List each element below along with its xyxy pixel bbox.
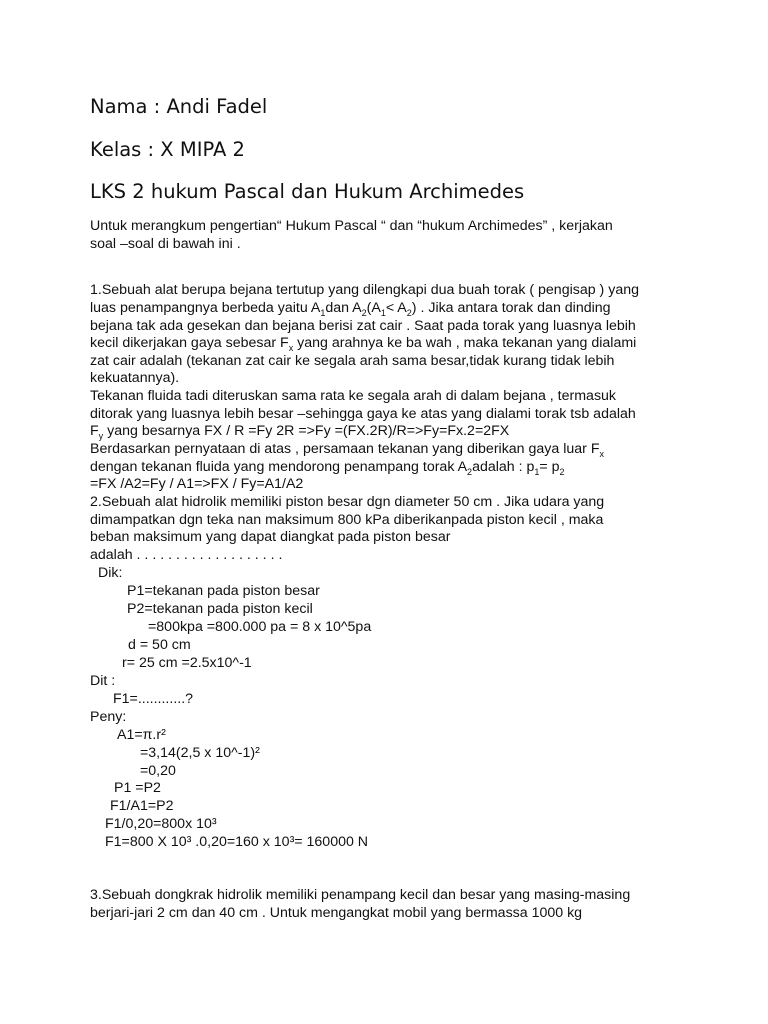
paragraph-line: 1.Sebuah alat berupa bejana tertutup yang dilengkapi dua buah torak ( pengisap ) yang — [90, 282, 639, 298]
paragraph-line: F1/A1=P2 — [110, 798, 174, 814]
paragraph-line: Berdasarkan pernyataan di atas , persamaan tekanan yang diberikan gaya luar $F_x$ — [90, 441, 604, 459]
paragraph-line: luas penampangnya berbeda yaitu $A_1dan$ $A_2(A_1< A_2)$ . Jika antara torak dan dinding — [90, 300, 611, 318]
paragraph-line: kecil dikerjakan gaya sebesar $F_x$ yang arahnya ke ba wah , maka tekanan yang dialami — [90, 335, 637, 353]
paragraph-line: $F_y$ yang besarnya FX / R =Fy 2R =>Fy =(FX.2R)/R=>Fy=Fx.2=2FX — [90, 423, 510, 441]
paragraph-line: P1=tekanan pada piston besar — [127, 583, 320, 599]
paragraph-line: adalah . . . . . . . . . . . . . . . . . . . — [90, 547, 283, 563]
paragraph-line: beban maksimum yang dapat diangkat pada piston besar — [90, 529, 451, 545]
paragraph-line: Dik: — [98, 565, 123, 581]
paragraph-line: 2.Sebuah alat hidrolik memiliki piston besar dgn diameter 50 cm . Jika udara yang — [90, 494, 605, 510]
paragraph-line: 3.Sebuah dongkrak hidrolik memiliki penampang kecil dan besar yang masing-masing — [90, 887, 631, 903]
paragraph-line: dengan tekanan fluida yang mendorong penampang torak $A_2adalah$ : $p_1= p_2$ — [90, 459, 565, 477]
paragraph-line: A1=π.r² — [117, 727, 166, 743]
paragraph-line: zat cair adalah (tekanan zat cair ke segala arah sama besar,tidak kurang tidak lebih — [90, 353, 615, 369]
paragraph-line: =FX /A2=Fy / A1=>FX / Fy=A1/A2 — [90, 476, 304, 492]
paragraph-line: P2=tekanan pada piston kecil — [127, 601, 313, 617]
paragraph-line: dimampatkan dgn teka nan maksimum 800 kPa diberikanpada piston kecil , maka — [90, 512, 604, 528]
paragraph-line: F1=............? — [113, 691, 194, 707]
paragraph-line: kekuatannya). — [90, 370, 180, 386]
paragraph-line: Tekanan fluida tadi diteruskan sama rata ke segala arah di dalam bejana , termasuk — [90, 388, 617, 404]
paragraph-line: Peny: — [90, 709, 127, 725]
student-class: Kelas : X MIPA 2 — [90, 138, 245, 161]
intro-line-2: soal –soal di bawah ini . — [90, 236, 241, 252]
paragraph-line: =0,20 — [140, 763, 176, 779]
paragraph-line: r= 25 cm =2.5x10^-1 — [122, 655, 252, 671]
paragraph-line: F1/0,20=800x 10³ — [105, 816, 217, 832]
paragraph-line: =3,14(2,5 x 10^-1)² — [140, 745, 260, 761]
paragraph-line: bejana tak ada gesekan dan bejana berisi zat cair . Saat pada torak yang luasnya lebih — [90, 318, 636, 334]
student-name: Nama : Andi Fadel — [90, 95, 268, 118]
paragraph-line: berjari-jari 2 cm dan 40 cm . Untuk mengangkat mobil yang bermassa 1000 kg — [90, 905, 583, 921]
paragraph-line: =800kpa =800.000 pa = 8 x 10^5pa — [148, 619, 372, 635]
paragraph-line: Dit : — [90, 673, 116, 689]
paragraph-line: ditorak yang luasnya lebih besar –sehingga gaya ke atas yang dialami torak tsb adalah — [90, 406, 636, 422]
paragraph-line: F1=800 X 10³ .0,20=160 x 10³= 160000 N — [105, 834, 369, 850]
intro-line-1: Untuk merangkum pengertian“ Hukum Pascal “ dan “hukum Archimedes” , kerjakan — [90, 218, 613, 234]
paragraph-line: d = 50 cm — [128, 637, 191, 653]
paragraph-line: P1 =P2 — [114, 780, 161, 796]
worksheet-title: LKS 2 hukum Pascal dan Hukum Archimedes — [90, 180, 525, 203]
